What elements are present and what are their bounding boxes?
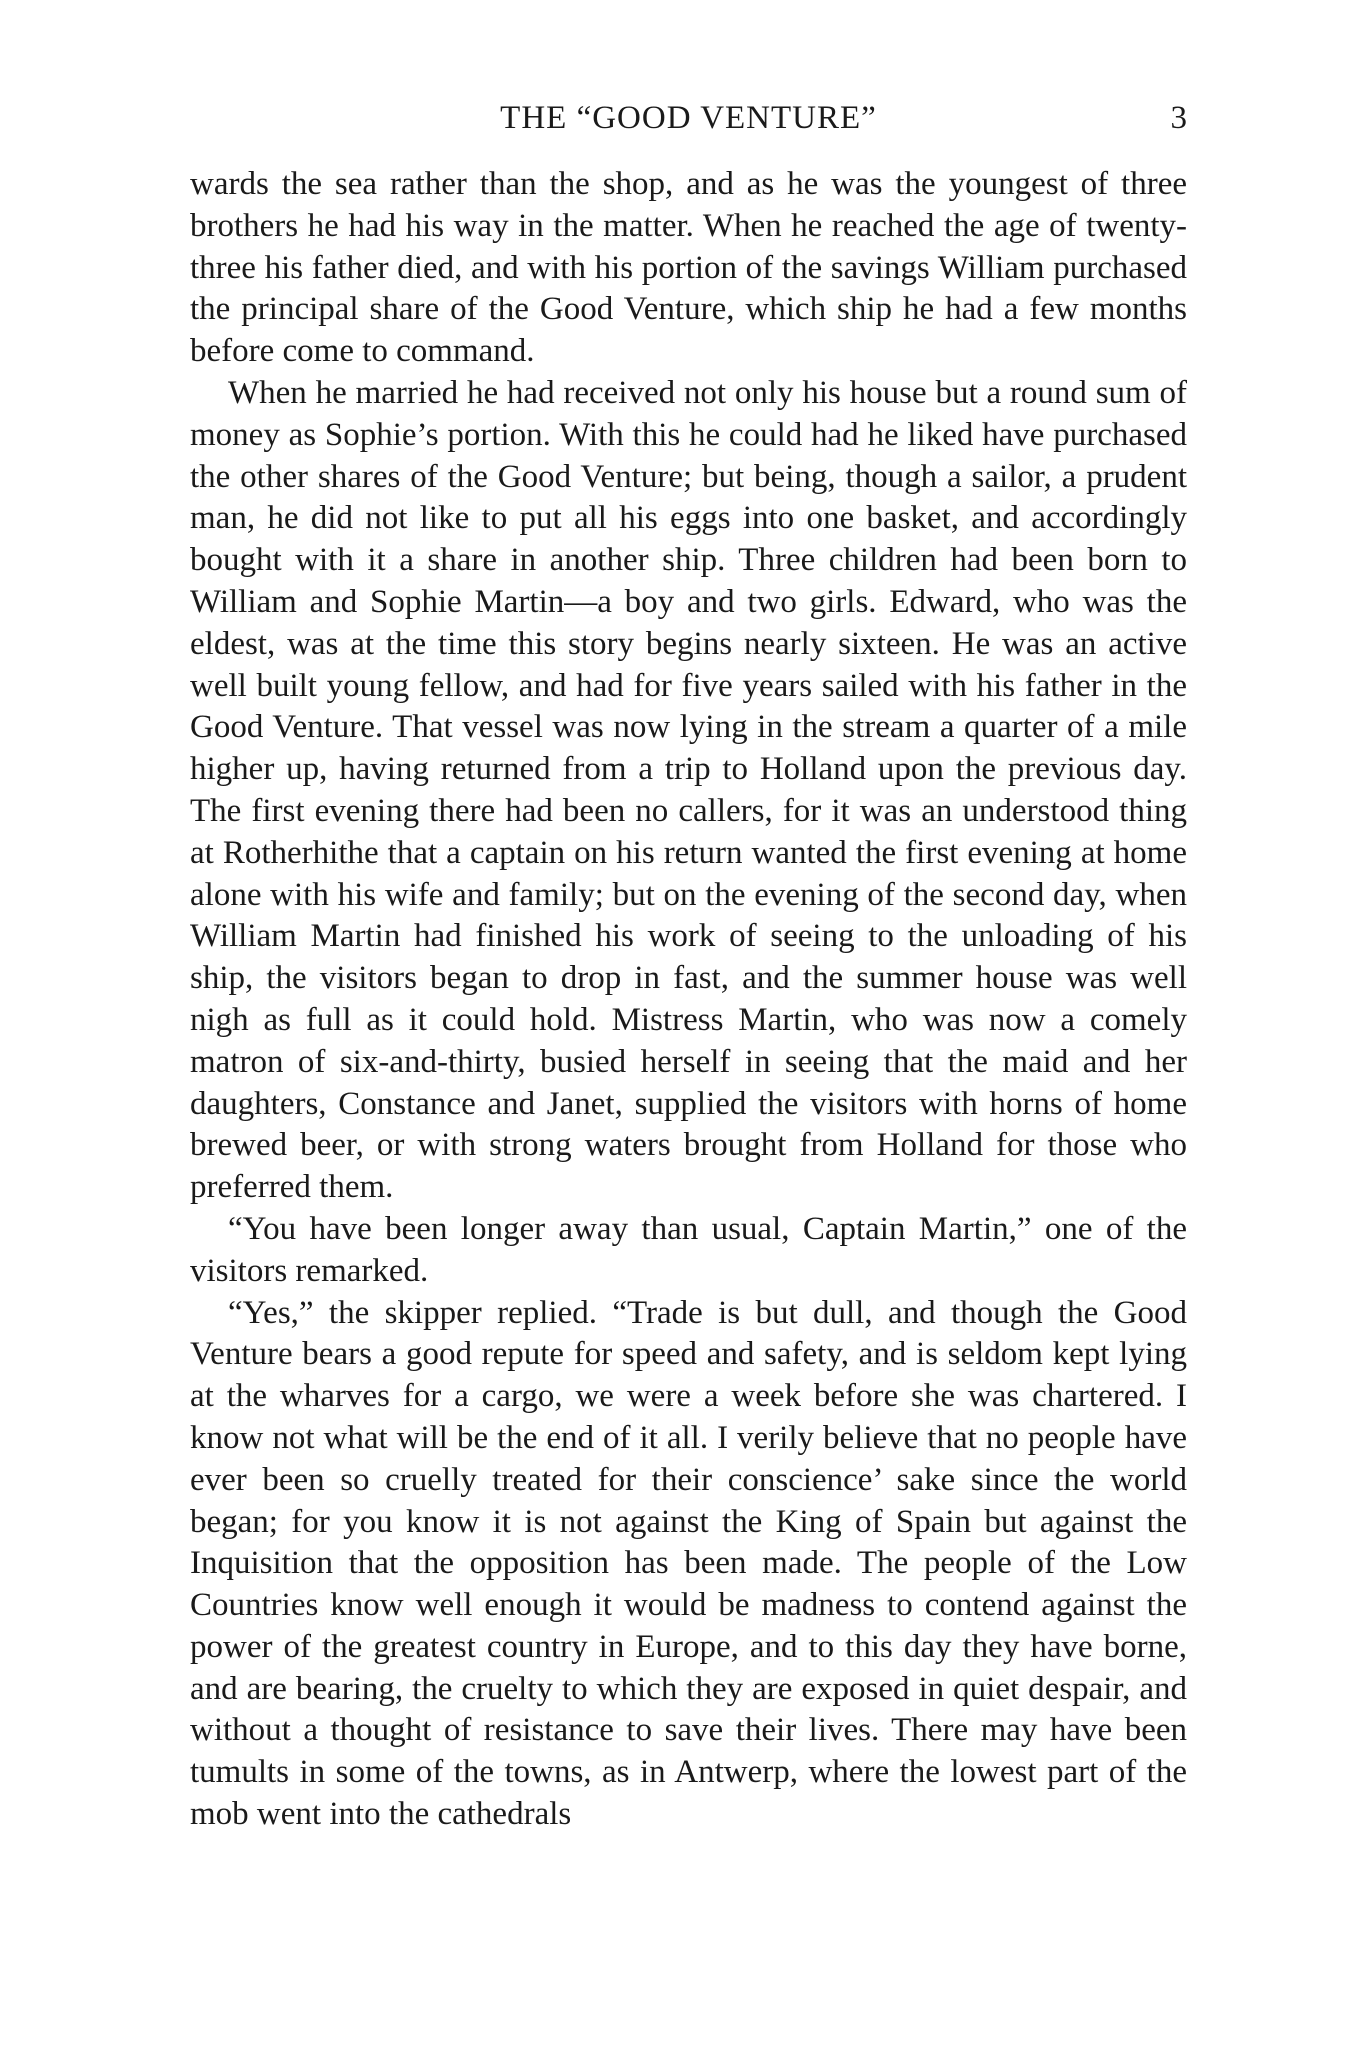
running-title: THE “GOOD VENTURE” bbox=[500, 100, 877, 136]
paragraph: “You have been longer away than usual, Captain Martin,” one of the visitors remarked. bbox=[190, 1210, 1187, 1289]
paragraph: “Yes,” the skipper replied. “Trade is but dull, and though the Good Venture bears a good repute for speed and safety, and is seldom kept lying at the wharves for a cargo, we were a week before she was chartered. I know not what will be the end of it all. I verily believe that no people have ever been so cruelly treated for their conscience’ sake since the world began; for you know it is not against the King of Spain but against the Inquisition that the opposition has been made. The people of the Low Countries know well enough it would be madness to contend against the power of the greatest country in Europe, and to this day they have borne, and are bearing, the cruelty to which they are exposed in quiet despair, and without a thought of resistance to save their lives. There may have been tumults in some of the towns, as in Antwerp, where the lowest part of the mob went into the cathedrals bbox=[190, 1294, 1187, 1833]
body-text bbox=[190, 164, 1187, 1836]
paragraph: When he married he had received not only his house but a round sum of money as Sophie’s portion. With this he could had he liked have purchased the other shares of the Good Venture; but being, though a sailor, a prudent man, he did not like to put all his eggs into one basket, and accordingly bought with it a share in another ship. Three children had been born to William and Sophie Martin—a boy and two girls. Edward, who was the eldest, was at the time this story begins nearly sixteen. He was an active well built young fellow, and had for five years sailed with his father in the Good Venture. That vessel was now lying in the stream a quarter of a mile higher up, having returned from a trip to Holland upon the previous day. The first evening there had been no callers, for it was an understood thing at Rotherhithe that a captain on his return wanted the first evening at home alone with his wife and family; but on the evening of the second day, when William Martin had finished his work of seeing to the unloading of his ship, the visitors began to drop in fast, and the summer house was well nigh as full as it could hold. Mistress Martin, who was now a comely matron of six-and-thirty, busied herself in seeing that the maid and her daughters, Constance and Janet, supplied the visitors with horns of home brewed beer, or with strong waters brought from Holland for those who preferred them. bbox=[190, 374, 1187, 1206]
page-header bbox=[190, 96, 1187, 140]
paragraph-continued: wards the sea rather than the shop, and as he was the youngest of three brothers he had his way in the matter. When he reached the age of twenty-three his father died, and with his portion of the savings William purchased the principal share of the Good Venture, which ship he had a few months before come to command. bbox=[190, 166, 1187, 370]
page-number: 3 bbox=[1170, 100, 1187, 136]
